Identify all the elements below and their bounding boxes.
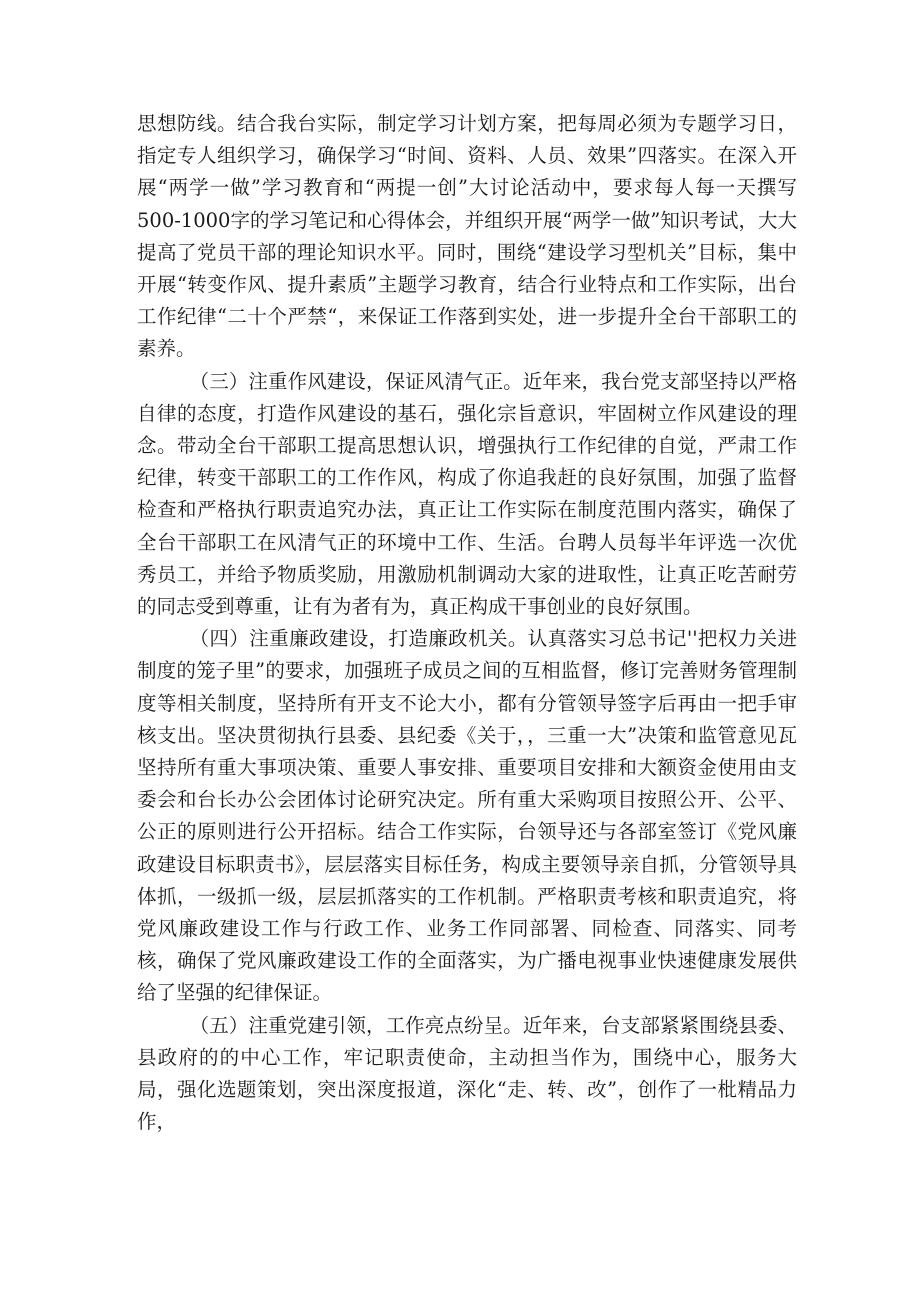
paragraph-study-continued: 思想防线。结合我台实际，制定学习计划方案，把每周必须为专题学习日，指定专人组织学习，确保学习“时间、资料、人员、效果”四落实。在深入开展“两学一做”学习教育和“两提一创”大讨论活动中，要求每人每一天撰写500-1000字的学习笔记和心得体会，并组织开展“两学一做”知识考试，大大提高了党员干部的理论知识水平。同时，围绕“建设学习型机关”目标，集中开展“转变作风、提升素质”主题学习教育，结合行业特点和工作实际，出台工作纪律“二十个严禁“，来保证工作落到实处，进一步提升全台干部职工的素养。 xyxy=(137,112,797,361)
paragraph-work-style: （三）注重作风建设，保证风清气正。近年来，我台党支部坚持以严格自律的态度，打造作风建设的基石，强化宗旨意识，牢固树立作风建设的理念。带动全台干部职工提高思想认识，增强执行工作纪律的自觉，严肃工作纪律，转变干部职工的工作作风，构成了你追我赶的良好氛围，加强了监督检查和严格执行职责追究办法，真正让工作实际在制度范围内落实，确保了全台干部职工在风清气正的环境中工作、生活。台聘人员每半年评选一次优秀员工，并给予物质奖励，用激励机制调动大家的进取性，让真正吃苦耐劳的同志受到尊重，让有为者有为，真正构成干事创业的良好氛围。 xyxy=(137,369,797,619)
paragraph-party-building: （五）注重党建引领，工作亮点纷呈。近年来，台支部紧紧围绕县委、县政府的的中心工作，牢记职责使命，主动担当作为，围绕中心，服务大局，强化选题策划，突出深度报道，深化“走、转、改”，创作了一枇精品力作， xyxy=(137,1013,797,1134)
paragraph-integrity: （四）注重廉政建设，打造廉政机关。认真落实习总书记''把权力关进制度的笼子里”的要求，加强班子成员之间的互相监督，修订完善财务管理制度等相关制度，坚持所有开支不论大小，都有分管领导签字后再由一把手审核支出。坚决贯彻执行县委、县纪委《关于，，三重一大”决策和监管意见瓦坚持所有重大事项决策、重要人事安排、重要项目安排和大额资金使用由支委会和台长办公会团体讨论研究决定。所有重大采购项目按照公开、公平、公正的原则进行公开招标。结合工作实际，台领导还与各部室签订《党风廉政建设目标职责书》，层层落实目标任务，构成主要领导亲自抓，分管领导具体抓，一级抓一级，层层抓落实的工作机制。严格职责考核和职责追究，将党风廉政建设工作与行政工作、业务工作同部署、同检查、同落实、同考核，确保了党风廉政建设工作的全面落实，为广播电视事业快速健康发展供给了坚强的纪律保证。 xyxy=(137,627,797,1005)
document-body xyxy=(137,108,797,1139)
